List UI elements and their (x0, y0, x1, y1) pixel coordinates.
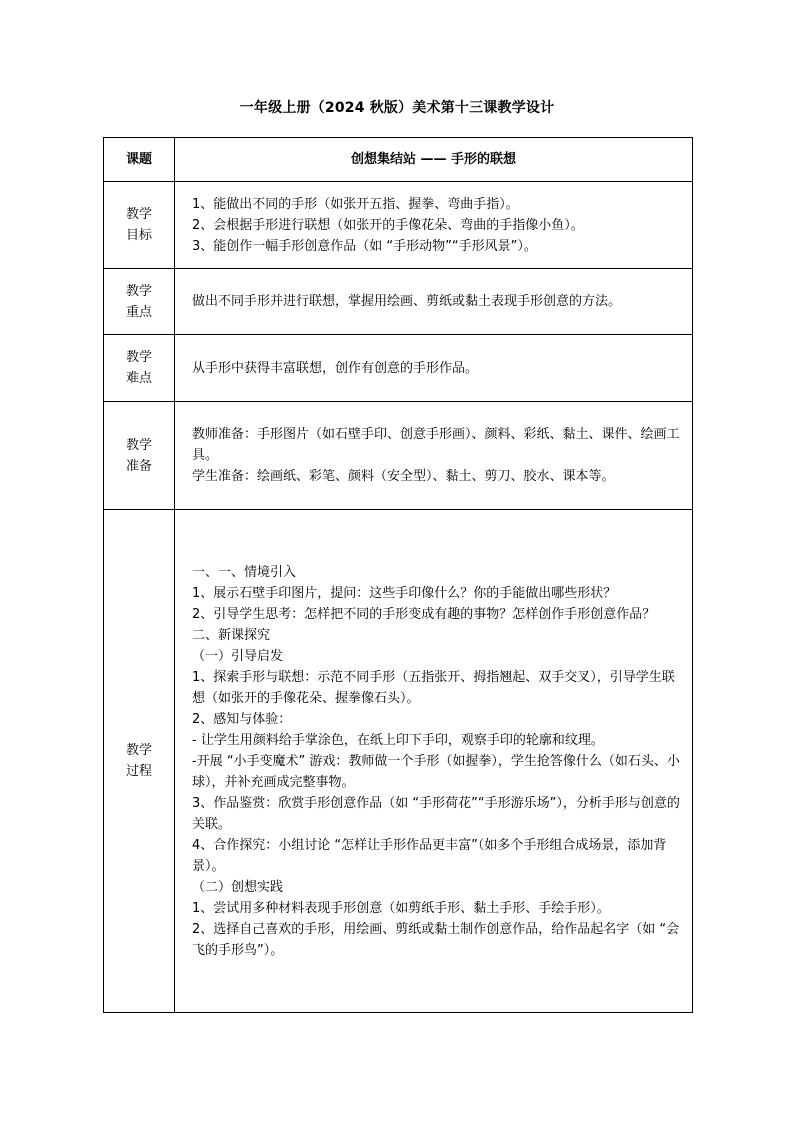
process-line: 1、展示石壁手印图片，提问：这些手印像什么？你的手能做出哪些形状？ (192, 585, 617, 601)
difficulties-label-line2: 难点 (125, 371, 152, 386)
topic-label: 课题 (104, 138, 175, 182)
key-points-label (104, 269, 175, 335)
process-content (175, 510, 693, 1013)
key-points-line: 做出不同手形并进行联想，掌握用绘画、剪纸或黏土表现手形创意的方法。 (192, 294, 622, 309)
objectives-line: 2、会根据手形进行联想（如张开的手像花朵、弯曲的手指像小鱼）。 (192, 217, 584, 233)
process-line: 3、作品鉴赏：欣赏手形创意作品（如 “手形荷花”“手形游乐场”），分析手形与创意的关联。 (192, 795, 680, 832)
table-row-difficulties (104, 335, 693, 402)
table-row-preparation (104, 402, 693, 510)
preparation-line: 教师准备：手形图片（如石壁手印、创意手形画）、颜料、彩纸、黏土、课件、绘画工具。 (192, 427, 680, 463)
objectives-line: 1、能做出不同的手形（如张开五指、握拳、弯曲手指）。 (192, 196, 519, 212)
table-row-objectives (104, 182, 693, 269)
preparation-line: 学生准备：绘画纸、彩笔、颜料（安全型）、黏土、剪刀、胶水、课本等。 (192, 469, 615, 484)
difficulties-content (175, 335, 693, 402)
difficulties-label (104, 335, 175, 402)
process-line: 2、感知与体验： (192, 711, 292, 727)
process-line: 一、一、情境引入 (192, 564, 297, 580)
process-line: （一）引导启发 (192, 648, 284, 664)
process-line: 二、新课探究 (192, 627, 271, 643)
table-row-topic (104, 138, 693, 182)
objectives-label-line1: 教学 (125, 207, 152, 222)
process-line: 1、探索手形与联想：示范不同手形（五指张开、拇指翘起、双手交叉），引导学生联想（如张开的手像花朵、握拳像石头）。 (192, 669, 675, 706)
process-label-line2: 过程 (125, 764, 152, 779)
preparation-label-line1: 教学 (125, 437, 152, 453)
process-line: 4、合作探究：小组讨论 “怎样让手形作品更丰富”（如多个手形组合成场景，添加背景）。 (192, 837, 667, 874)
difficulties-line: 从手形中获得丰富联想，创作有创意的手形作品。 (192, 360, 479, 376)
process-line: （二）创想实践 (192, 879, 284, 895)
process-line: 2、引导学生思考：怎样把不同的手形变成有趣的事物？怎样创作手形创意作品？ (192, 606, 656, 622)
table-row-key-points (104, 269, 693, 335)
difficulties-label-line1: 教学 (125, 350, 152, 365)
process-line: - 让学生用颜料给手掌涂色，在纸上印下手印，观察手印的轮廓和纹理。 (192, 732, 604, 748)
objectives-content (175, 182, 693, 269)
preparation-label-line2: 准备 (125, 458, 152, 474)
objectives-label (104, 182, 175, 269)
process-label (104, 510, 175, 1013)
preparation-label (104, 402, 175, 510)
topic-value: 创想集结站 —— 手形的联想 (175, 138, 693, 182)
key-points-content (175, 269, 693, 335)
objectives-line: 3、能创作一幅手形创意作品（如 “手形动物”“手形风景”）。 (192, 238, 537, 254)
process-line: 2、选择自己喜欢的手形，用绘画、剪纸或黏土制作创意作品，给作品起名字（如 “会飞的手形鸟”）。 (192, 921, 680, 958)
table-row-process (104, 510, 693, 1013)
key-points-label-line2: 重点 (125, 304, 152, 320)
document-title: 一年级上册（2024 秋版）美术第十三课教学设计 (239, 100, 555, 116)
process-line: -开展 “小手变魔术” 游戏：教师做一个手形（如握拳），学生抢答像什么（如石头、小球），并补充画成完整事物。 (192, 753, 680, 790)
preparation-content (175, 402, 693, 510)
process-line: 1、尝试用多种材料表现手形创意（如剪纸手形、黏土手形、手绘手形）。 (192, 900, 610, 916)
objectives-label-line2: 目标 (125, 228, 152, 243)
process-label-line1: 教学 (125, 743, 152, 758)
lesson-plan-table (103, 137, 693, 1013)
key-points-label-line1: 教学 (125, 283, 152, 299)
